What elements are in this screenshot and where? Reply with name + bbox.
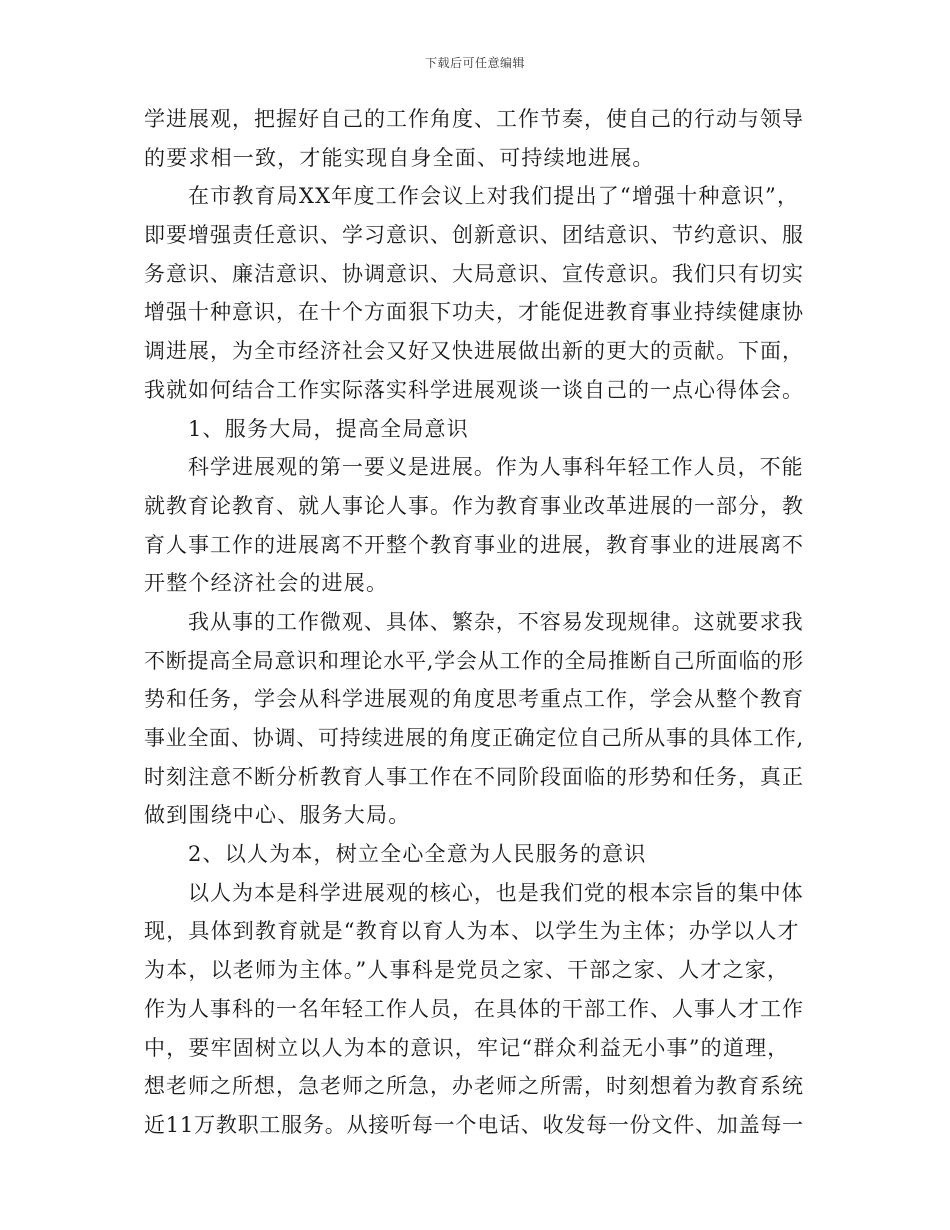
- paragraph-line: 增强十种意识，在十个方面狠下功夫，才能促进教育事业持续健康协: [144, 300, 804, 325]
- paragraph-line: 现，具体到教育就是“教育以育人为本、以学生为主体；办学以人才: [144, 919, 800, 944]
- paragraph-start-line: 科学进展观的第一要义是进展。作为人事科年轻工作人员，不能: [188, 455, 804, 480]
- paragraph-line: 势和任务，学会从科学进展观的角度思考重点工作，学会从整个教育: [144, 687, 804, 712]
- document-body: [144, 100, 804, 1145]
- paragraph-start-line: 1、服务大局，提高全局意识: [188, 416, 469, 441]
- paragraph-line: 为本，以老师为主体。”人事科是党员之家、干部之家、人才之家，: [144, 958, 790, 983]
- paragraph-line: 学进展观，把握好自己的工作角度、工作节奏，使自己的行动与领导: [144, 107, 804, 131]
- paragraph-line: 即要增强责任意识、学习意识、创新意识、团结意识、节约意识、服: [144, 223, 804, 248]
- paragraph-line: 事业全面、协调、可持续进展的角度正确定位自己所从事的具体工作,: [144, 726, 804, 750]
- paragraph-line: 时刻注意不断分析教育人事工作在不同阶段面临的形势和任务，真正: [144, 764, 804, 789]
- paragraph-line: 中，要牢固树立以人为本的意识，牢记“群众利益无小事”的道理，: [144, 1035, 790, 1060]
- paragraph-line: 近11万教职工服务。从接听每一个电话、收发每一份文件、加盖每一: [144, 1112, 804, 1137]
- paragraph-line: 育人事工作的进展离不开整个教育事业的进展，教育事业的进展离不: [144, 532, 804, 557]
- paragraph-line: 的要求相一致，才能实现自身全面、可持续地进展。: [144, 145, 655, 170]
- paragraph-line: 开整个经济社会的进展。: [144, 571, 389, 596]
- page-header: 下载后可任意编辑: [424, 56, 525, 70]
- paragraph-line: 想老师之所想，急老师之所急，办老师之所需，时刻想着为教育系统: [144, 1074, 804, 1099]
- paragraph-line: 不断提高全局意识和理论水平,学会从工作的全局推断自己所面临的形: [144, 648, 804, 673]
- paragraph-start-line: 以人为本是科学进展观的核心，也是我们党的根本宗旨的集中体: [188, 880, 804, 905]
- paragraph-start-line: 我从事的工作微观、具体、繁杂，不容易发现规律。这就要求我: [188, 609, 804, 634]
- paragraph-line: 调进展，为全市经济社会又好又快进展做出新的更大的贡献。下面，: [144, 339, 804, 364]
- paragraph-start-line: 2、以人为本，树立全心全意为人民服务的意识: [188, 842, 647, 867]
- paragraph-line: 就教育论教育、就人事论人事。作为教育事业改革进展的一部分，教: [144, 493, 804, 518]
- paragraph-start-line: 在市教育局XX年度工作会议上对我们提出了“增强十种意识”，: [188, 184, 800, 209]
- paragraph-line: 做到围绕中心、服务大局。: [144, 803, 411, 828]
- paragraph-line: 务意识、廉洁意识、协调意识、大局意识、宣传意识。我们只有切实: [144, 261, 804, 286]
- paragraph-line: 作为人事科的一名年轻工作人员，在具体的干部工作、人事人才工作: [144, 996, 804, 1021]
- paragraph-line: 我就如何结合工作实际落实科学进展观谈一谈自己的一点心得体会。: [144, 377, 804, 402]
